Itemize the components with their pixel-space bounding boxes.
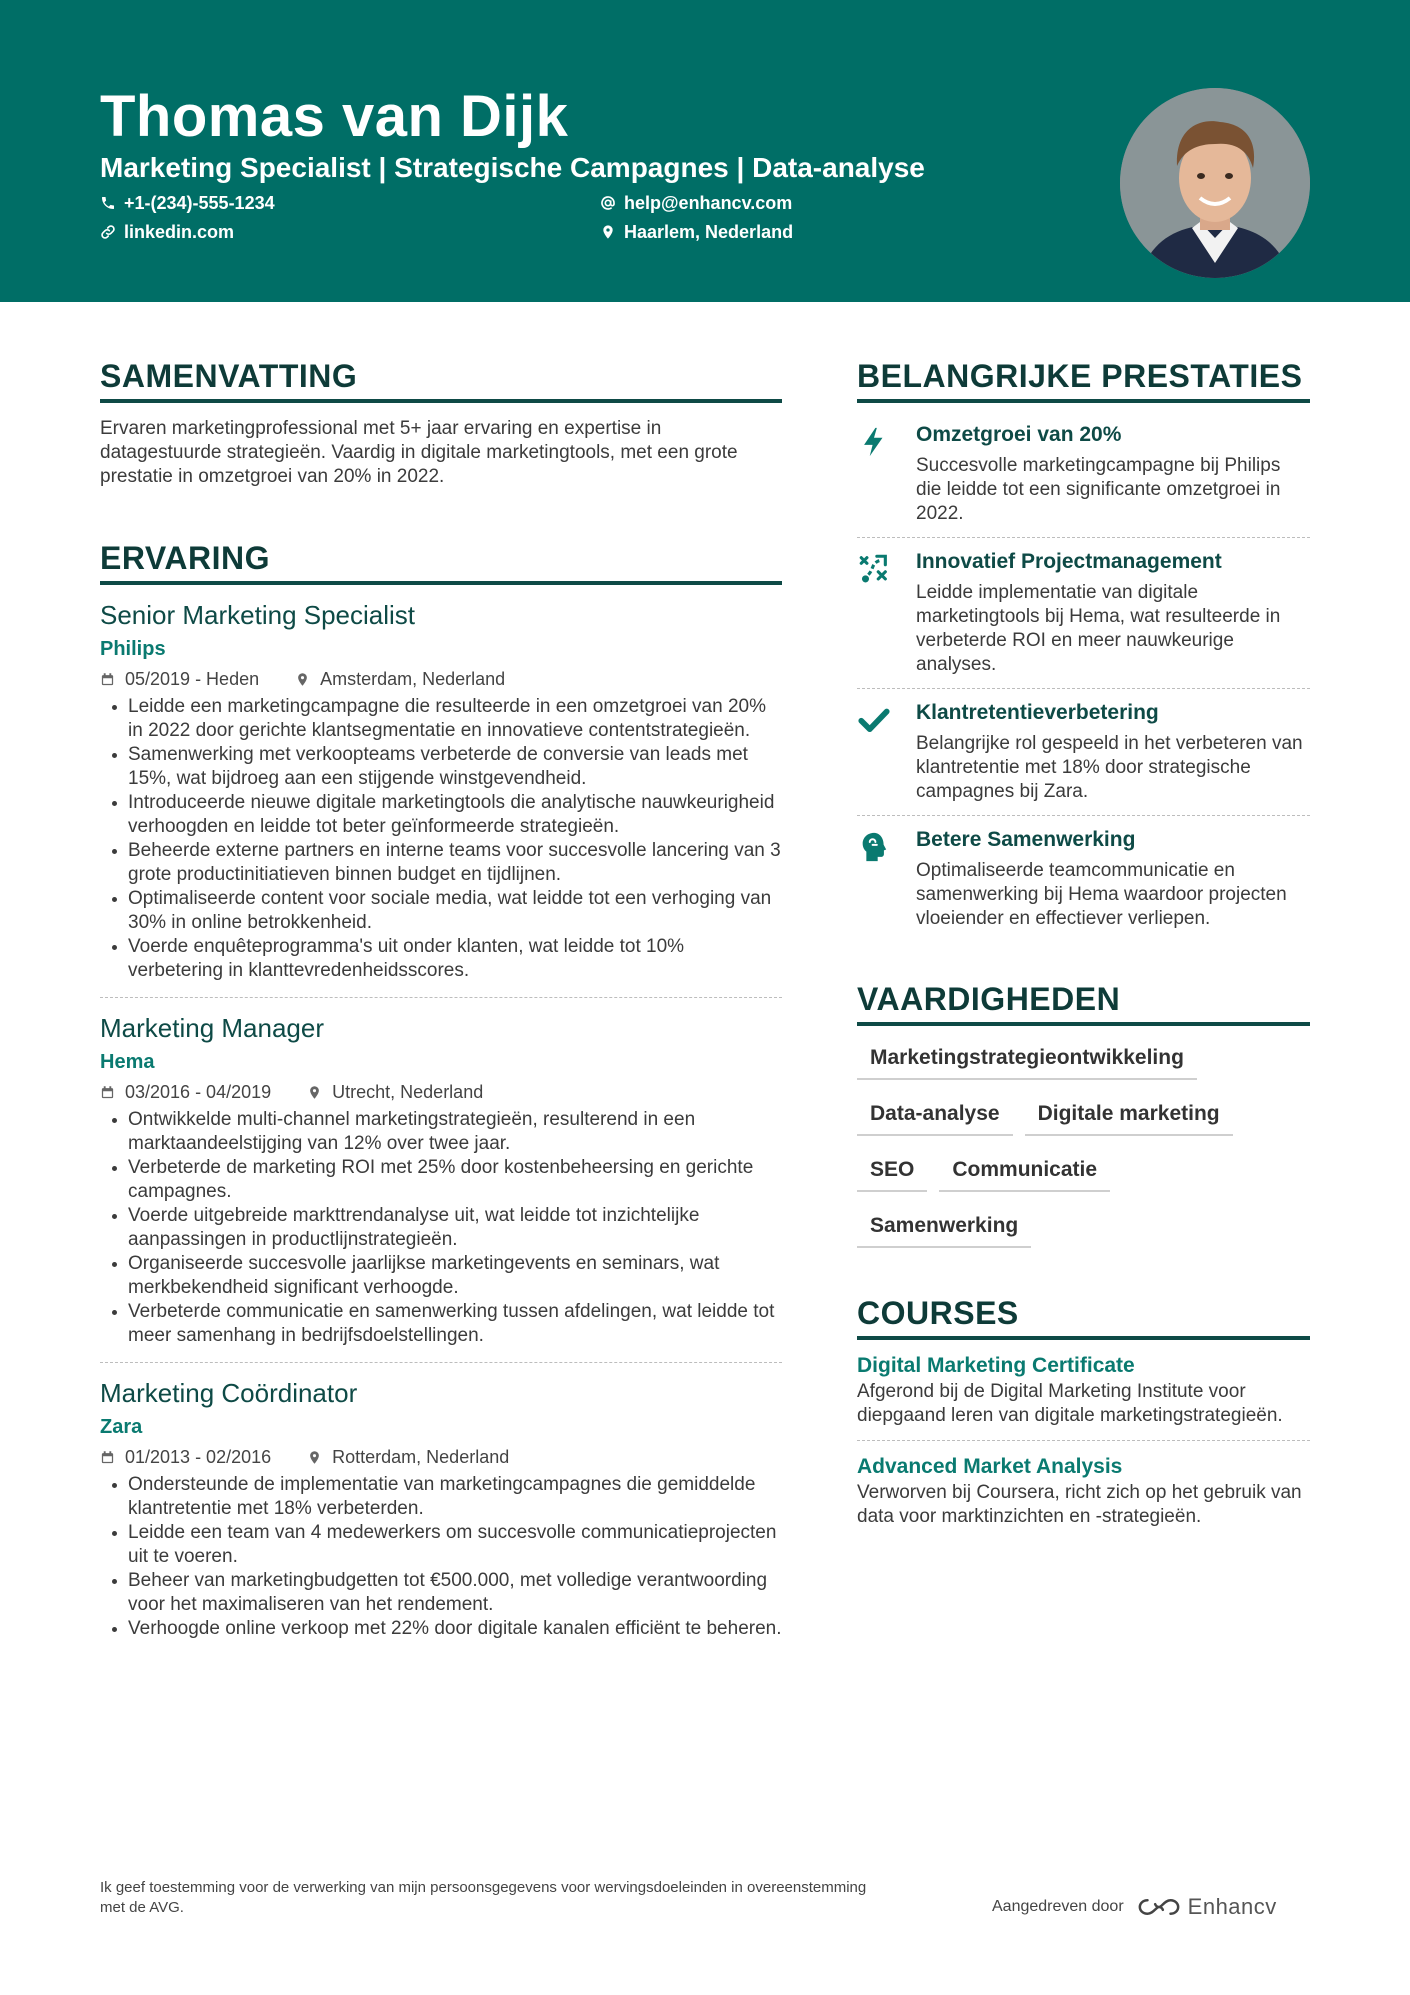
location-pin-icon [600,224,616,240]
course-title: Advanced Market Analysis [857,1455,1123,1478]
divider [100,997,782,998]
lightning-icon [857,425,891,459]
avatar [1120,88,1310,278]
right-column [857,355,1310,1529]
achievement-text: Optimaliseerde teamcommunicatie en samenwerking bij Hema waardoor projecten vloeiender en effectiever verliepen. [916,860,1287,929]
location-pin-icon [307,1450,322,1465]
bullet-item: Leidde een team van 4 medewerkers om succesvolle communicatieprojecten uit te voeren. [100,1521,782,1569]
bullet-item: Voerde uitgebreide markttrendanalyse uit, wat leidde tot inzichtelijke aanpassingen in productlijnstrategieën. [100,1204,782,1252]
achievement-item [857,689,1310,815]
enhancv-logo-icon [1136,1895,1182,1919]
job-company: Hema [100,1051,155,1073]
divider [100,1362,782,1363]
courses-list [857,1352,1310,1529]
bullet-item: Verbeterde communicatie en samenwerking tussen afdelingen, wat leidde tot meer samenhang in bedrijfsdoelstellingen. [100,1300,782,1348]
candidate-name: Thomas van Dijk [100,84,569,149]
job-bullets [100,1473,782,1641]
achievement-title: Klantretentieverbetering [916,701,1159,724]
divider [857,1440,1310,1441]
courses-heading: COURSES [857,1292,1310,1340]
job-dates: 01/2013 - 02/2016 [125,1447,272,1467]
job-dates: 05/2019 - Heden [125,669,260,689]
checkmark-icon [857,703,891,737]
location-text: Haarlem, Nederland [624,222,794,242]
bullet-item: Optimaliseerde content voor sociale media, wat leidde tot een verhoging van 30% in online betrokkenheid. [100,887,782,935]
bullet-item: Introduceerde nieuwe digitale marketingtools die analytische nauwkeurigheid verhoogden en leidde tot beter geïnformeerde strategieën. [100,791,782,839]
job-company: Philips [100,638,166,660]
skill-tag: Samenwerking [857,1208,1031,1248]
achievement-text: Belangrijke rol gespeeld in het verbeteren van klantretentie met 18% door strategische campagnes bij Zara. [916,733,1303,802]
job-bullets [100,1108,782,1348]
job-role: Marketing Manager [100,1013,324,1043]
phone-text: +1-(234)-555-1234 [124,193,275,213]
achievement-title: Omzetgroei van 20% [916,423,1122,446]
job-entry [100,599,782,998]
job-location-text: Amsterdam, Nederland [320,669,506,689]
achievement-text: Leidde implementatie van digitale marketingtools bij Hema, wat resulteerde in verbeterde ROI en meer nauwkeurige analyses. [916,582,1281,675]
achievements-heading: BELANGRIJKE PRESTATIES [857,355,1310,403]
job-entry [100,1377,782,1641]
achievement-item [857,816,1310,942]
strategy-icon [857,552,891,586]
course-text: Verworven bij Coursera, richt zich op het gebruik van data voor marktinzichten en -strategieën. [857,1482,1302,1527]
candidate-headline: Marketing Specialist | Strategische Campagnes | Data-analyse [100,152,925,183]
bullet-item: Ondersteunde de implementatie van marketingcampagnes die gemiddelde klantretentie met 18% verbeterden. [100,1473,782,1521]
consent-text: Ik geef toestemming voor de verwerking van mijn persoonsgegevens voor wervingsdoeleinden in overeenstemming met de AVG. [100,1879,867,1916]
calendar-icon [100,672,115,687]
bullet-item: Organiseerde succesvolle jaarlijkse marketingevents en seminars, wat merkbekendheid significant verhoogde. [100,1252,782,1300]
phone-icon [100,195,116,211]
achievement-text: Succesvolle marketingcampagne bij Philips die leidde tot een significante omzetgroei in 2022. [916,455,1281,524]
job-bullets [100,695,782,983]
skill-tag: Communicatie [939,1152,1110,1192]
bullet-item: Verhoogde online verkoop met 22% door digitale kanalen efficiënt te beheren. [100,1617,782,1641]
bullet-item: Beheerde externe partners en interne teams voor succesvolle lancering van 3 grote productinitiatieven binnen budget en tijdlijnen. [100,839,782,887]
job-location [295,667,505,691]
experience-heading: ERVARING [100,537,782,585]
left-column [100,355,782,1641]
contact-phone[interactable] [100,191,275,215]
bullet-item: Beheer van marketingbudgetten tot €500.000, met volledige verantwoording voor het maximaliseren van het rendement. [100,1569,782,1617]
job-meta [100,667,782,691]
job-role: Marketing Coördinator [100,1378,358,1408]
summary-heading: SAMENVATTING [100,355,782,403]
brain-head-icon [857,830,891,864]
calendar-icon [100,1085,115,1100]
course-title: Digital Marketing Certificate [857,1354,1135,1377]
course-text: Afgerond bij de Digital Marketing Institute voor diepgaand leren van digitale marketingstrategieën. [857,1381,1283,1426]
calendar-icon [100,1450,115,1465]
skills-list [857,1040,1310,1264]
skill-tag: Marketingstrategieontwikkeling [857,1040,1197,1080]
job-location [307,1445,509,1469]
achievements-list [857,411,1310,942]
job-meta [100,1445,782,1469]
header-banner [0,0,1410,302]
job-dates: 03/2016 - 04/2019 [125,1082,272,1102]
skills-heading: VAARDIGHEDEN [857,978,1310,1026]
achievement-item [857,538,1310,688]
job-entry [100,1012,782,1363]
email-text: help@enhancv.com [624,193,793,213]
contact-linkedin[interactable] [100,220,234,244]
job-role: Senior Marketing Specialist [100,600,416,630]
job-location-text: Rotterdam, Nederland [332,1447,510,1467]
powered-by-label: Aangedreven door [992,1898,1124,1915]
job-meta [100,1080,782,1104]
experience-list [100,599,782,1641]
link-icon [100,224,116,240]
job-company: Zara [100,1416,143,1438]
job-location-text: Utrecht, Nederland [332,1082,484,1102]
achievement-title: Innovatief Projectmanagement [916,550,1222,573]
location-pin-icon [295,672,310,687]
skill-tag: Data-analyse [857,1096,1013,1136]
skill-tag: SEO [857,1152,927,1192]
job-location [307,1080,483,1104]
summary-text: Ervaren marketingprofessional met 5+ jaar ervaring en expertise in datagestuurde strategieën. Vaardig in digitale marketingtools, met een grote prestatie in omzetgroei van 20% in 2022. [100,418,738,487]
achievement-item [857,411,1310,537]
at-icon [600,195,616,211]
brand-name: Enhancv [1187,1894,1277,1919]
bullet-item: Samenwerking met verkoopteams verbeterde de conversie van leads met 15%, wat bijdroeg aan een stijgende winstgevendheid. [100,743,782,791]
contact-location [600,220,793,244]
bullet-item: Verbeterde de marketing ROI met 25% door kostenbeheersing en gerichte campagnes. [100,1156,782,1204]
powered-by[interactable] [992,1894,1277,1920]
linkedin-text: linkedin.com [124,222,235,242]
bullet-item: Voerde enquêteprogramma's uit onder klanten, wat leidde tot 10% verbetering in klanttevredenheidsscores. [100,935,782,983]
bullet-item: Ontwikkelde multi-channel marketingstrategieën, resulterend in een marktaandeelstijging van 12% over twee jaar. [100,1108,782,1156]
course-item [857,1352,1310,1428]
contact-email[interactable] [600,191,792,215]
skill-tag: Digitale marketing [1025,1096,1233,1136]
location-pin-icon [307,1085,322,1100]
profile-photo [1120,88,1310,278]
bullet-item: Leidde een marketingcampagne die resulteerde in een omzetgroei van 20% in 2022 door gerichte klantsegmentatie en innovatieve contentstrategieën. [100,695,782,743]
achievement-title: Betere Samenwerking [916,828,1136,851]
course-item [857,1453,1310,1529]
